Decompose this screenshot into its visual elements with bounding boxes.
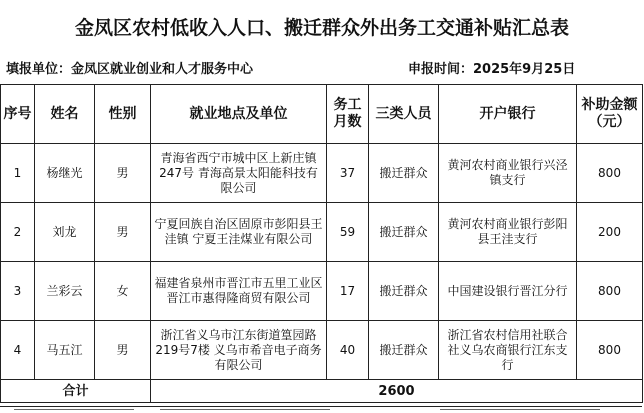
cell-bank: 浙江省农村信用社联合社义乌农商银行江东支行 bbox=[439, 321, 577, 380]
cell-name: 杨继光 bbox=[35, 144, 95, 203]
cell-gender: 男 bbox=[95, 203, 151, 262]
cell-bank: 中国建设银行晋江分行 bbox=[439, 262, 577, 321]
cell-name: 刘龙 bbox=[35, 203, 95, 262]
cell-location: 福建省泉州市晋江市五里工业区 晋江市惠得隆商贸有限公司 bbox=[151, 262, 327, 321]
cell-name: 兰彩云 bbox=[35, 262, 95, 321]
subsidy-table bbox=[0, 84, 643, 403]
header-location: 就业地点及单位 bbox=[151, 85, 327, 144]
cell-location: 青海省西宁市城中区上新庄镇247号 青海高景太阳能科技有限公司 bbox=[151, 144, 327, 203]
header-name: 姓名 bbox=[35, 85, 95, 144]
cell-gender: 女 bbox=[95, 262, 151, 321]
table-row bbox=[1, 203, 643, 262]
cell-amount: 800 bbox=[577, 262, 643, 321]
cell-bank: 黄河农村商业银行彭阳县王洼支行 bbox=[439, 203, 577, 262]
header-amount: 补助金额（元） bbox=[577, 85, 643, 144]
table-row bbox=[1, 321, 643, 380]
cell-seq: 3 bbox=[1, 262, 35, 321]
cell-amount: 800 bbox=[577, 321, 643, 380]
total-label: 合计 bbox=[1, 380, 151, 403]
table-row bbox=[1, 144, 643, 203]
cell-seq: 1 bbox=[1, 144, 35, 203]
cell-months: 59 bbox=[327, 203, 369, 262]
cell-amount: 200 bbox=[577, 203, 643, 262]
table-row bbox=[1, 262, 643, 321]
cell-months: 37 bbox=[327, 144, 369, 203]
cut-off-text-fragment bbox=[440, 409, 600, 410]
cell-seq: 2 bbox=[1, 203, 35, 262]
cell-months: 40 bbox=[327, 321, 369, 380]
header-row bbox=[1, 85, 643, 144]
cell-seq: 4 bbox=[1, 321, 35, 380]
cell-bank: 黄河农村商业银行兴泾镇支行 bbox=[439, 144, 577, 203]
header-category: 三类人员 bbox=[369, 85, 439, 144]
cell-amount: 800 bbox=[577, 144, 643, 203]
cell-category: 搬迁群众 bbox=[369, 262, 439, 321]
cell-gender: 男 bbox=[95, 144, 151, 203]
total-value: 2600 bbox=[151, 380, 643, 403]
cell-category: 搬迁群众 bbox=[369, 203, 439, 262]
page-title: 金凤区农村低收入人口、搬迁群众外出务工交通补贴汇总表 bbox=[74, 17, 569, 39]
cell-location: 浙江省义乌市江东街道篁园路219号7楼 义乌市希音电子商务有限公司 bbox=[151, 321, 327, 380]
reporting-unit: 填报单位：金凤区就业创业和人才服务中心 bbox=[6, 62, 254, 77]
cell-name: 马五江 bbox=[35, 321, 95, 380]
cell-category: 搬迁群众 bbox=[369, 144, 439, 203]
cell-gender: 男 bbox=[95, 321, 151, 380]
cell-location: 宁夏回族自治区固原市彭阳县王洼镇 宁夏王洼煤业有限公司 bbox=[151, 203, 327, 262]
cut-off-text-fragment bbox=[160, 409, 330, 410]
cut-off-text-fragment bbox=[14, 409, 134, 410]
cell-category: 搬迁群众 bbox=[369, 321, 439, 380]
total-row bbox=[1, 380, 643, 403]
cell-months: 17 bbox=[327, 262, 369, 321]
header-months: 务工月数 bbox=[327, 85, 369, 144]
reporting-date: 申报时间：2025年9月25日 bbox=[408, 62, 576, 77]
header-bank: 开户银行 bbox=[439, 85, 577, 144]
header-gender: 性别 bbox=[95, 85, 151, 144]
header-seq: 序号 bbox=[1, 85, 35, 144]
